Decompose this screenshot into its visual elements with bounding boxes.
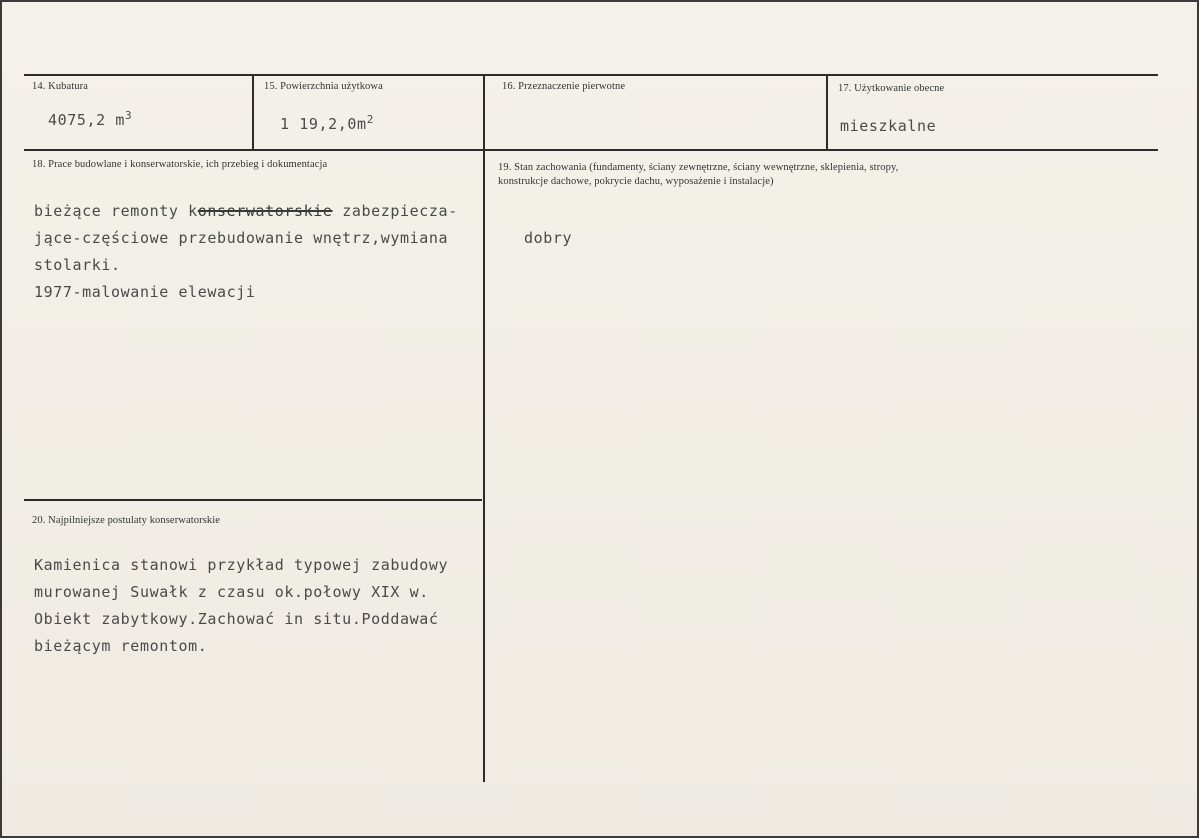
field-18-line-1: bieżące remonty konserwatorskie zabezpiecza- (34, 202, 458, 220)
col-divider-3 (826, 74, 828, 151)
row1-rule (24, 149, 1158, 151)
field-18-line-2: jące-częściowe przebudowanie wnętrz,wymiana (34, 229, 449, 247)
field-15-value: 1 $19,2,0m^2$ (280, 113, 374, 133)
field-18-line-3: stolarki. (34, 256, 121, 274)
field-19-label: 19. Stan zachowania (fundamenty, ściany zewnętrzne, ściany wewnętrzne, sklepienia, stropy, konstrukcje dachowe, pokrycie dachu, wyposażenie i instalacje) (498, 162, 899, 187)
field-16-label: 16. Przeznaczenie pierwotne (502, 81, 626, 92)
field-20-line-3: Obiekt zabytkowy.Zachować in situ.Poddawać (34, 610, 439, 628)
field-18-line-4: 1977-malowanie elewacji (34, 283, 256, 301)
field-20-line-4: bieżącym remontom. (34, 637, 208, 655)
col-divider-1 (252, 74, 254, 151)
section20-rule (24, 499, 482, 501)
field-20-text (34, 552, 448, 660)
field-17-value: mieszkalne (840, 117, 937, 135)
field-20-line-2: murowanej Suwałk z czasu ok.połowy XIX w. (34, 583, 429, 601)
field-20-line-1: Kamienica stanowi przykład typowej zabudowy (34, 556, 449, 574)
col-divider-2 (483, 74, 485, 782)
field-15-label: 15. Powierzchnia użytkowa (264, 81, 383, 92)
field-14-label: 14. Kubatura (32, 81, 89, 92)
field-18-label: 18. Prace budowlane i konserwatorskie, ich przebieg i dokumentacja (32, 159, 328, 170)
field-14-value: 4075,2 $m^3$ (48, 109, 133, 129)
field-20-label: 20. Najpilniejsze postulaty konserwatorskie (32, 515, 221, 526)
field-17-label: 17. Użytkowanie obecne (838, 83, 945, 94)
struck-text: onserwatorskie (197, 202, 333, 220)
field-19-value: dobry (524, 229, 573, 247)
top-rule (24, 74, 1158, 76)
field-18-text (34, 198, 458, 306)
